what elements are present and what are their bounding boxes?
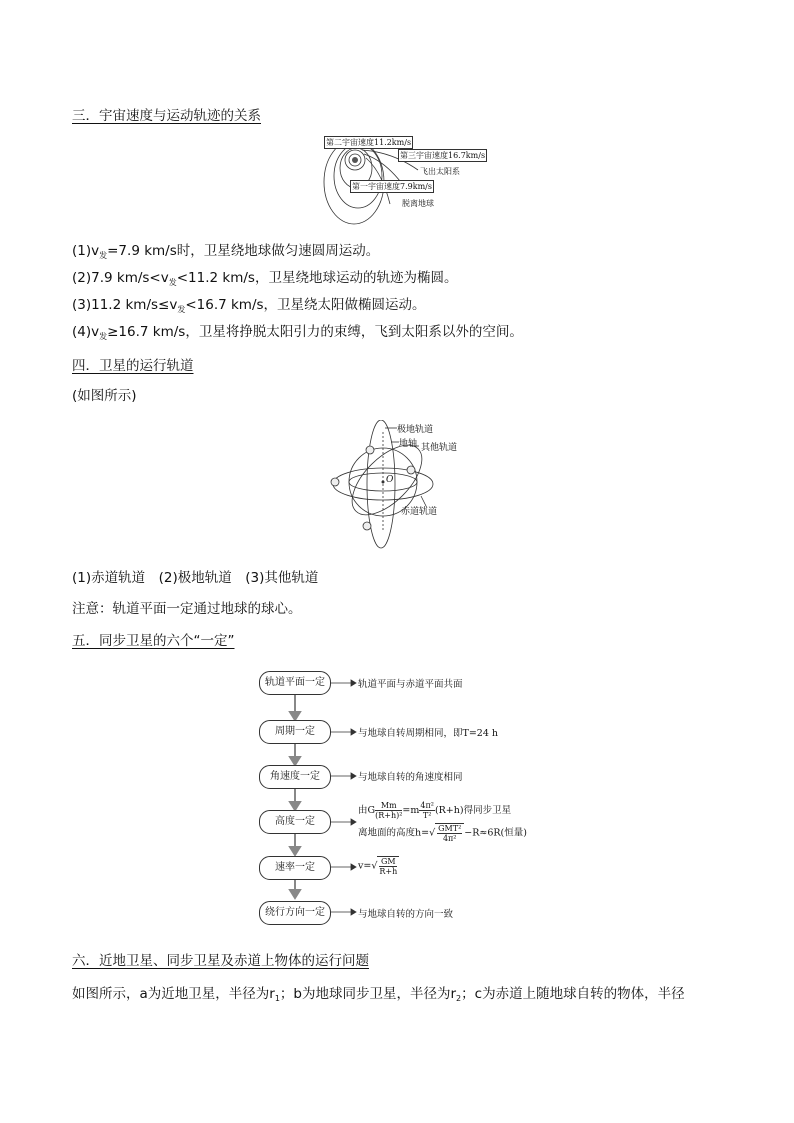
label-escape-earth: 脱离地球 xyxy=(402,199,434,208)
label-first-cosmic: 第一宇宙速度7.9km/s xyxy=(352,182,432,191)
cosmic-velocity-diagram xyxy=(322,132,486,227)
section-4-title: 四．卫星的运行轨道 xyxy=(72,358,194,374)
figure-note: (如图所示) xyxy=(72,388,137,404)
label-escape-sun: 飞出太阳系 xyxy=(420,167,460,176)
flow-desc-direction: 与地球自转的方向一致 xyxy=(358,909,454,920)
label-other-orbit: 其他轨道 xyxy=(421,443,458,453)
label-polar-orbit: 极地轨道 xyxy=(397,425,434,435)
section-5-title: 五．同步卫星的六个“一定” xyxy=(72,633,235,649)
section-3-title: 三．宇宙速度与运动轨迹的关系 xyxy=(72,108,261,124)
orbit-diagram xyxy=(325,420,485,550)
section-6-paragraph: 如图所示，a为近地卫星，半径为$r_1$；b为地球同步卫星，半径为$r_2$；c为赤道上随地球自转的物体，半径 xyxy=(72,986,685,1003)
flow-box-direction: 绕行方向一定 xyxy=(259,901,331,925)
velocity-item-4: $(4)v_发\ge 16.7$ km/s，卫星将挣脱太阳引力的束缚，飞到太阳系以外的空间。 xyxy=(72,324,523,341)
label-equator-orbit: 赤道轨道 xyxy=(401,507,438,517)
flow-desc-height-line2: 离地面的高度h=√ $\frac{\text{GMT²}}{\text{4π²}}$ −R≈6R(恒量) xyxy=(358,824,527,843)
orbit-notice: 注意：轨道平面一定通过地球的球心。 xyxy=(72,601,302,617)
flow-box-speed: 速率一定 xyxy=(259,856,331,880)
velocity-item-1: $(1)v_发=7.9$ km/s时，卫星绕地球做匀速圆周运动。 xyxy=(72,243,380,260)
flow-desc-speed: v=√ $\frac{GM}{R+h}$ xyxy=(358,857,398,876)
orbit-types: (1)赤道轨道 (2)极地轨道 (3)其他轨道 xyxy=(72,570,319,586)
flow-box-height: 高度一定 xyxy=(259,810,331,834)
velocity-item-3: (3)11.2 $km/s\le v_发<16.7$ km/s，卫星绕太阳做椭圆运动。 xyxy=(72,297,426,314)
label-center-o: O xyxy=(386,475,394,485)
flow-desc-angular-velocity: 与地球自转的角速度相同 xyxy=(358,772,463,783)
flow-desc-height-line1: 由G $\frac{Mm}{\text{(R+h)²}}$ =m $\frac{\text{4π²}}{\text{T²}}$ (R+h)得同步卫星 xyxy=(358,801,512,820)
velocity-item-2: (2)7.9 $km/s<v_发<11.2$ km/s，卫星绕地球运动的轨迹为椭圆。 xyxy=(72,270,458,287)
flow-desc-period: 与地球自转周期相同，即T=24 h xyxy=(358,728,499,739)
label-second-cosmic: 第二宇宙速度11.2km/s xyxy=(326,138,412,147)
section-6-title: 六．近地卫星、同步卫星及赤道上物体的运行问题 xyxy=(72,953,369,969)
label-third-cosmic: 第三宇宙速度16.7km/s xyxy=(400,151,486,160)
flow-box-orbit-plane: 轨道平面一定 xyxy=(259,671,331,695)
sync-satellite-flowchart xyxy=(255,670,555,926)
label-earth-axis: 地轴 xyxy=(399,439,418,449)
flow-box-angular-velocity: 角速度一定 xyxy=(259,765,331,789)
flow-box-period: 周期一定 xyxy=(259,720,331,744)
flow-desc-orbit-plane: 轨道平面与赤道平面共面 xyxy=(358,679,463,690)
